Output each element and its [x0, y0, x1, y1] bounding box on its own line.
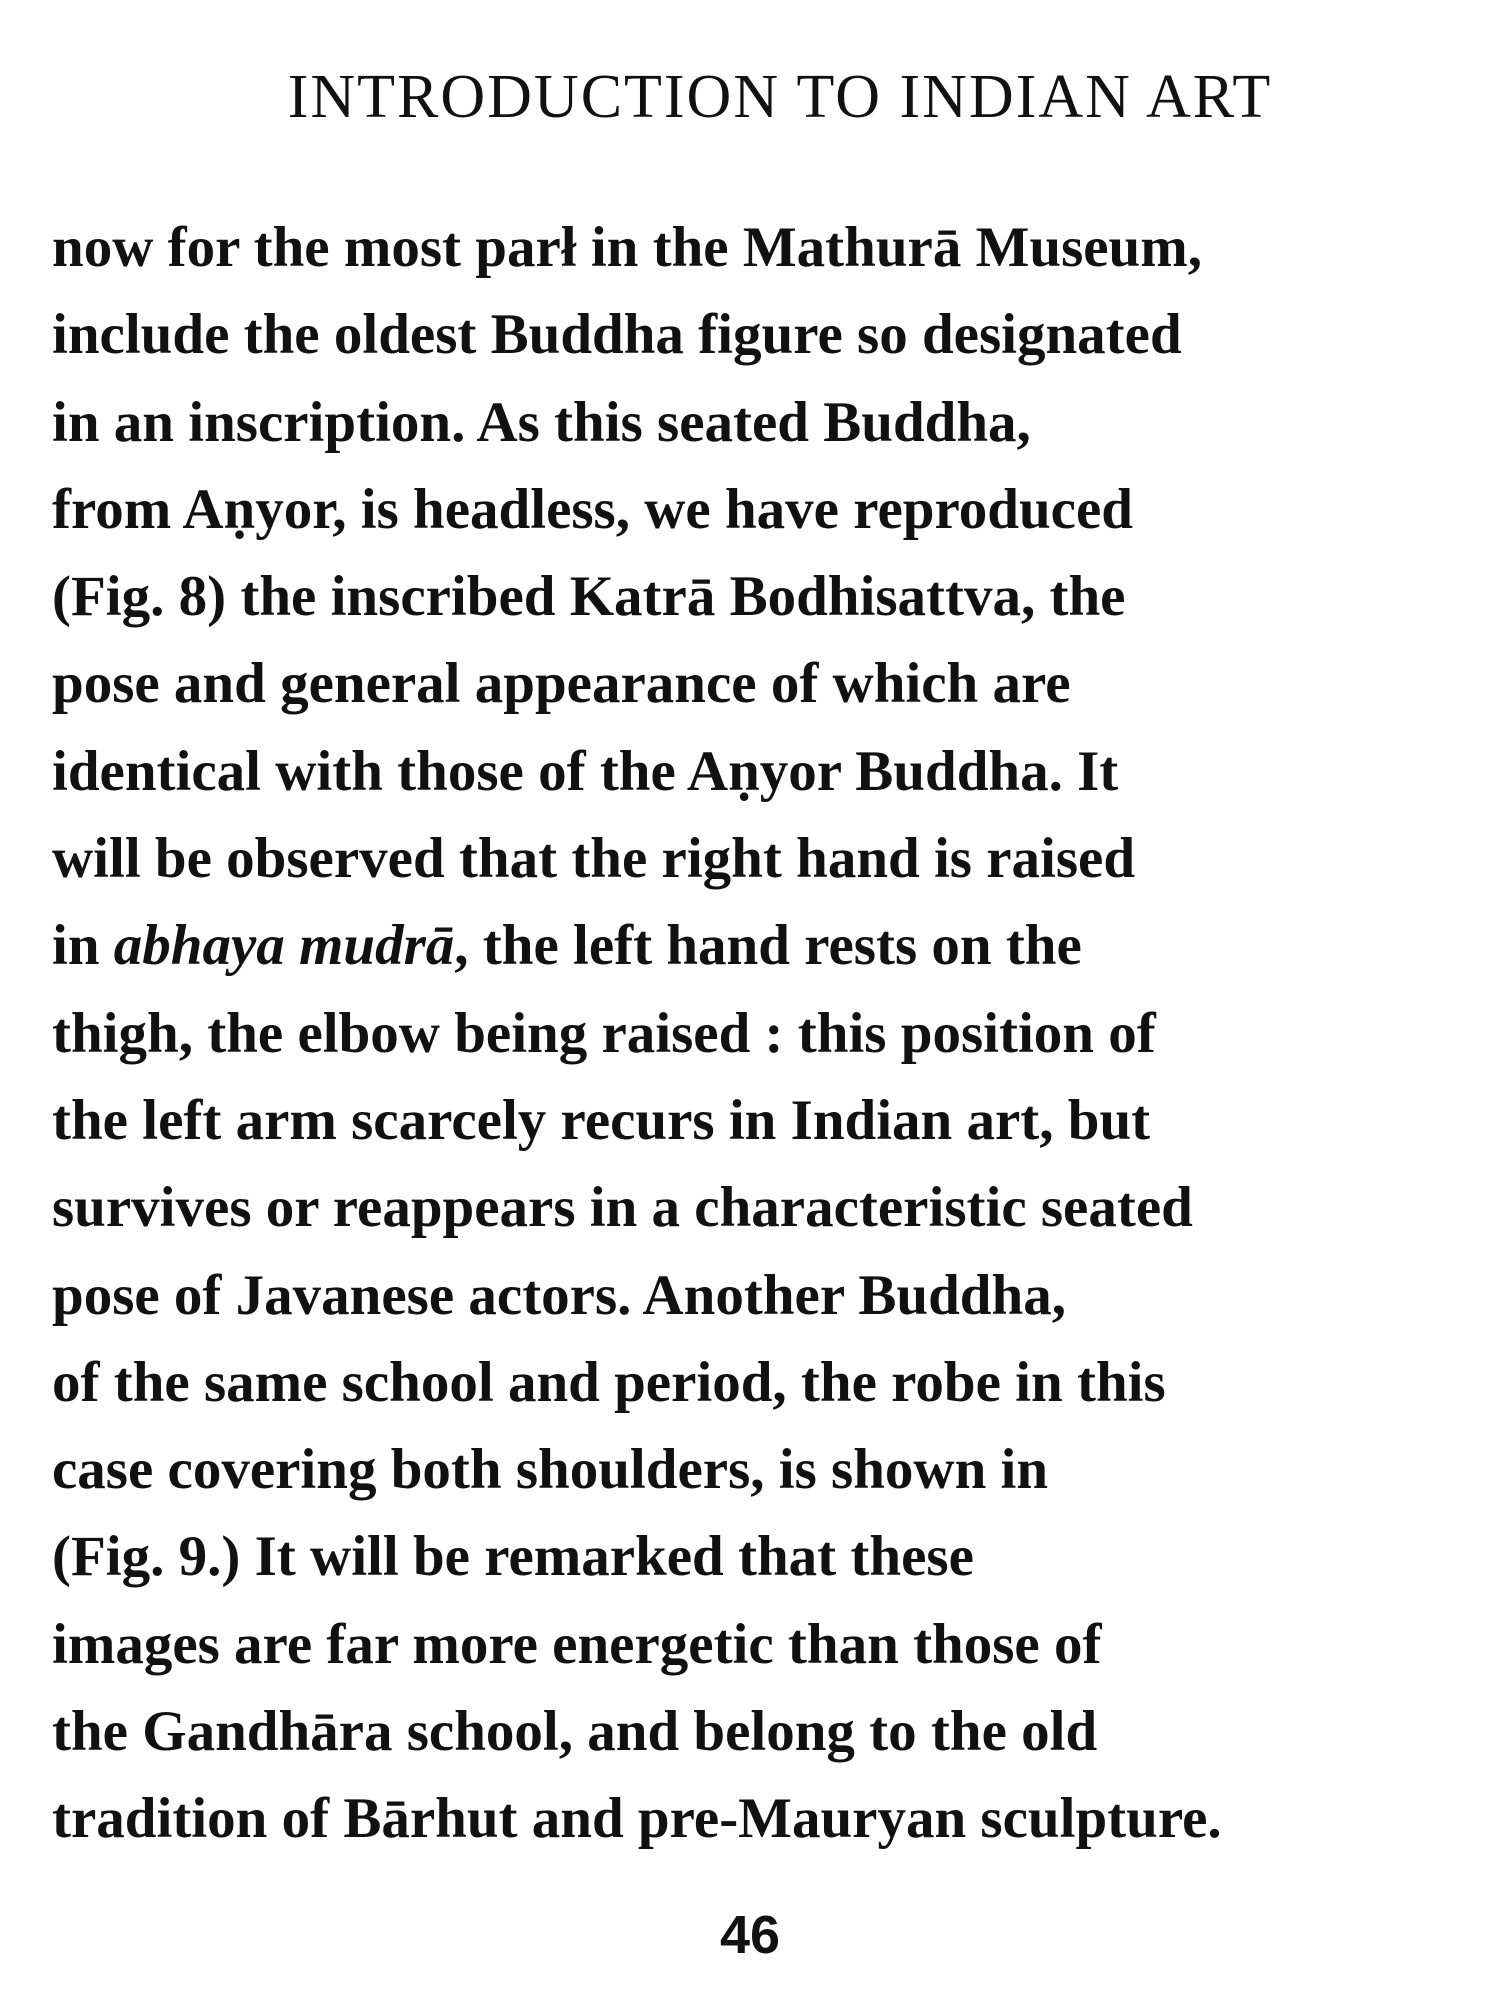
text-line: in an inscription. As this seated Buddha, — [52, 390, 1031, 454]
text-line: (Fig. 8) the inscribed Katrā Bodhisattva, the — [52, 565, 1126, 629]
text-line: now for the most parł in the Mathurā Museum, — [52, 216, 1202, 279]
text-line: include the oldest Buddha figure so designated — [52, 303, 1182, 367]
body-paragraph — [52, 204, 1474, 1863]
text-line: the Gandhāra school, and belong to the old — [52, 1700, 1098, 1764]
text-line: (Fig. 9.) It will be remarked that these — [52, 1525, 974, 1589]
text-line: pose of Javanese actors. Another Buddha, — [52, 1263, 1066, 1327]
running-head: INTRODUCTION TO INDIAN ART — [287, 63, 1273, 131]
text-line: thigh, the elbow being raised : this position of — [52, 1001, 1156, 1065]
page-number: 46 — [719, 1905, 781, 1965]
text-line: survives or reappears in a characteristic seated — [52, 1176, 1193, 1240]
text-line: of the same school and period, the robe in this — [52, 1350, 1166, 1414]
text-line: identical with those of the Aṇyor Buddha. It — [52, 739, 1119, 803]
text-line: the left arm scarcely recurs in Indian art, but — [52, 1088, 1151, 1152]
text-line: tradition of Bārhut and pre-Mauryan sculpture. — [52, 1787, 1222, 1851]
text-line: images are far more energetic than those of — [52, 1612, 1102, 1676]
italic-term: abhaya mudrā — [113, 914, 455, 978]
text-segment: in — [52, 914, 114, 978]
text-line-with-italic — [52, 902, 1474, 989]
text-line: case covering both shoulders, is shown in — [52, 1438, 1049, 1502]
text-line: will be observed that the right hand is raised — [52, 827, 1136, 891]
text-line: pose and general appearance of which are — [52, 652, 1071, 716]
text-segment: , the left hand rests on the — [454, 914, 1082, 978]
text-line: from Aṇyor, is headless, we have reproduced — [52, 477, 1133, 541]
